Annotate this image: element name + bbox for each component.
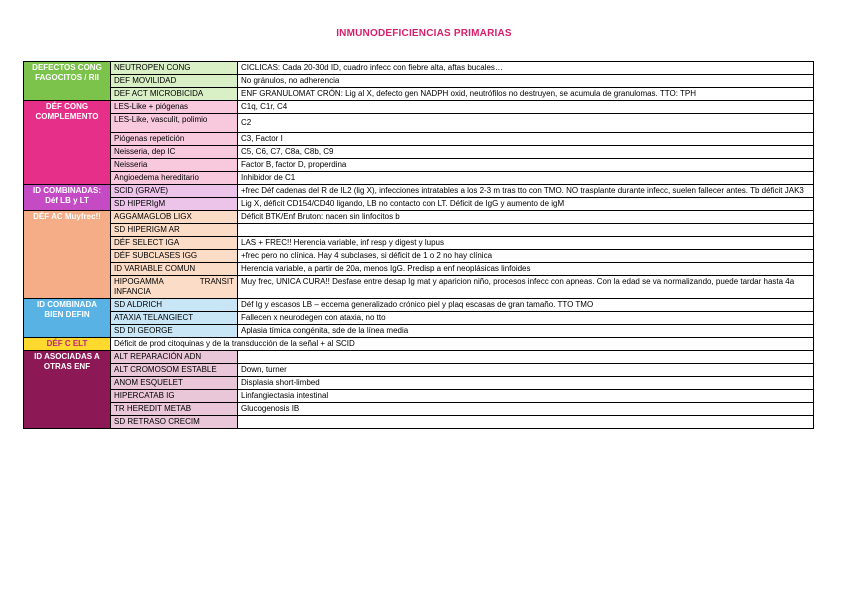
description-cell: Herencia variable, a partir de 20a, menos IgG. Predisp a enf neoplásicas linfoides: [238, 263, 814, 276]
condition-cell: AGGAMAGLOB LIGX: [111, 211, 238, 224]
table-row: [24, 185, 814, 198]
condition-cell: SD ALDRICH: [111, 299, 238, 312]
condition-cell: LES-Like + piógenas: [111, 101, 238, 114]
category-cell: DEFECTOS CONG FAGOCITOS / RII: [24, 62, 111, 101]
description-cell: LAS + FREC!! Herencia variable, inf resp y digest y lupus: [238, 237, 814, 250]
spanning-description-cell: Déficit de prod citoquinas y de la transducción de la señal + al SCID: [111, 338, 814, 351]
description-cell: +frec Déf cadenas del R de IL2 (lig X), infecciones intratables a los 2-3 m tras tto con TMO. NO trasplante durante infecc, suelen fallecer antes. Tb déficit JAK3: [238, 185, 814, 198]
description-cell: C5, C6, C7, C8a, C8b, C9: [238, 146, 814, 159]
table-row: [24, 224, 814, 237]
description-cell: CICLICAS: Cada 20-30d ID, cuadro infecc con fiebre alta, aftas bucales…: [238, 62, 814, 75]
table-row: [24, 114, 814, 133]
condition-cell: SD RETRASO CRECIM: [111, 416, 238, 429]
table-row: [24, 390, 814, 403]
condition-cell: ALT CROMOSOM ESTABLE: [111, 364, 238, 377]
description-cell: Linfangiectasia intestinal: [238, 390, 814, 403]
condition-cell: SCID (GRAVE): [111, 185, 238, 198]
table-row: [24, 159, 814, 172]
condition-cell: SD HIPERIGM AR: [111, 224, 238, 237]
description-cell: [238, 224, 814, 237]
table-row: [24, 62, 814, 75]
table-row: [24, 299, 814, 312]
table-row: [24, 276, 814, 299]
description-cell: Muy frec, UNICA CURA!! Desfase entre desap Ig mat y aparicion niño, procesos infecc con apneas. Con la edad se va normalizando, puede tardar hasta 4a: [238, 276, 814, 299]
condition-cell: ID VARIABLE COMUN: [111, 263, 238, 276]
description-cell: ENF GRANULOMAT CRÓN: Lig al X, defecto gen NADPH oxid, neutrófilos no destruyen, se acumula de granulomas. TTO: TPH: [238, 88, 814, 101]
table-row: [24, 133, 814, 146]
condition-cell: ALT REPARACIÓN ADN: [111, 351, 238, 364]
table-row: [24, 198, 814, 211]
description-cell: Lig X, déficit CD154/CD40 ligando, LB no contacto con LT. Déficit de IgG y aumento de igM: [238, 198, 814, 211]
category-cell: ID ASOCIADAS A OTRAS ENF: [24, 351, 111, 429]
immunodeficiency-table: [23, 61, 814, 429]
category-cell: DÉF C ELT: [24, 338, 111, 351]
condition-cell: TR HEREDIT METAB: [111, 403, 238, 416]
description-cell: Displasia short-limbed: [238, 377, 814, 390]
description-cell: Inhibidor de C1: [238, 172, 814, 185]
table-row: [24, 416, 814, 429]
condition-cell: DEF MOVILIDAD: [111, 75, 238, 88]
condition-cell: Piógenas repetición: [111, 133, 238, 146]
description-cell: No gránulos, no adherencia: [238, 75, 814, 88]
description-cell: Factor B, factor D, properdina: [238, 159, 814, 172]
table-row: [24, 172, 814, 185]
condition-cell: Angioedema hereditario: [111, 172, 238, 185]
condition-cell: HIPOGAMMA TRANSIT INFANCIA: [111, 276, 238, 299]
table-row: [24, 263, 814, 276]
description-cell: C2: [238, 114, 814, 133]
condition-cell: Neisseria, dep IC: [111, 146, 238, 159]
condition-cell: ANOM ESQUELET: [111, 377, 238, 390]
description-cell: Glucogenosis IB: [238, 403, 814, 416]
condition-cell: Neisseria: [111, 159, 238, 172]
description-cell: Fallecen x neurodegen con ataxia, no tto: [238, 312, 814, 325]
condition-cell: DÉF SUBCLASES IGG: [111, 250, 238, 263]
description-cell: C1q, C1r, C4: [238, 101, 814, 114]
condition-cell: SD DI GEORGE: [111, 325, 238, 338]
table-row: [24, 146, 814, 159]
description-cell: [238, 351, 814, 364]
table-row: [24, 75, 814, 88]
description-cell: Déf Ig y escasos LB – eccema generalizado crónico piel y plaq escasas de gran tamaño. TTO TMO: [238, 299, 814, 312]
table-row: [24, 351, 814, 364]
condition-cell: ATAXIA TELANGIECT: [111, 312, 238, 325]
condition-cell: LES-Like, vasculit, polimio: [111, 114, 238, 133]
condition-cell: SD HIPERIgM: [111, 198, 238, 211]
table-row: [24, 377, 814, 390]
description-cell: Aplasia tímica congénita, sde de la línea media: [238, 325, 814, 338]
condition-cell: NEUTROPEN CONG: [111, 62, 238, 75]
table-row: [24, 237, 814, 250]
category-cell: DÉF AC Muyfrec!!: [24, 211, 111, 299]
table-row: [24, 325, 814, 338]
category-cell: ID COMBINADA BIEN DEFIN: [24, 299, 111, 338]
description-cell: [238, 416, 814, 429]
page-title: INMUNODEFICIENCIAS PRIMARIAS: [336, 28, 512, 39]
table-row: [24, 338, 814, 351]
description-cell: +frec pero no clínica. Hay 4 subclases, si déficit de 1 o 2 no hay clínica: [238, 250, 814, 263]
condition-cell: DÉF SELECT IGA: [111, 237, 238, 250]
description-cell: Down, turner: [238, 364, 814, 377]
table-row: [24, 364, 814, 377]
table-row: [24, 312, 814, 325]
table-row: [24, 101, 814, 114]
table-row: [24, 250, 814, 263]
table-row: [24, 211, 814, 224]
table-row: [24, 403, 814, 416]
table-row: [24, 88, 814, 101]
category-cell: ID COMBINADAS: Déf LB y LT: [24, 185, 111, 211]
description-cell: Déficit BTK/Enf Bruton: nacen sin linfocitos b: [238, 211, 814, 224]
condition-cell: HIPERCATAB IG: [111, 390, 238, 403]
category-cell: DÉF CONG COMPLEMENTO: [24, 101, 111, 185]
description-cell: C3, Factor I: [238, 133, 814, 146]
condition-cell: DEF ACT MICROBICIDA: [111, 88, 238, 101]
